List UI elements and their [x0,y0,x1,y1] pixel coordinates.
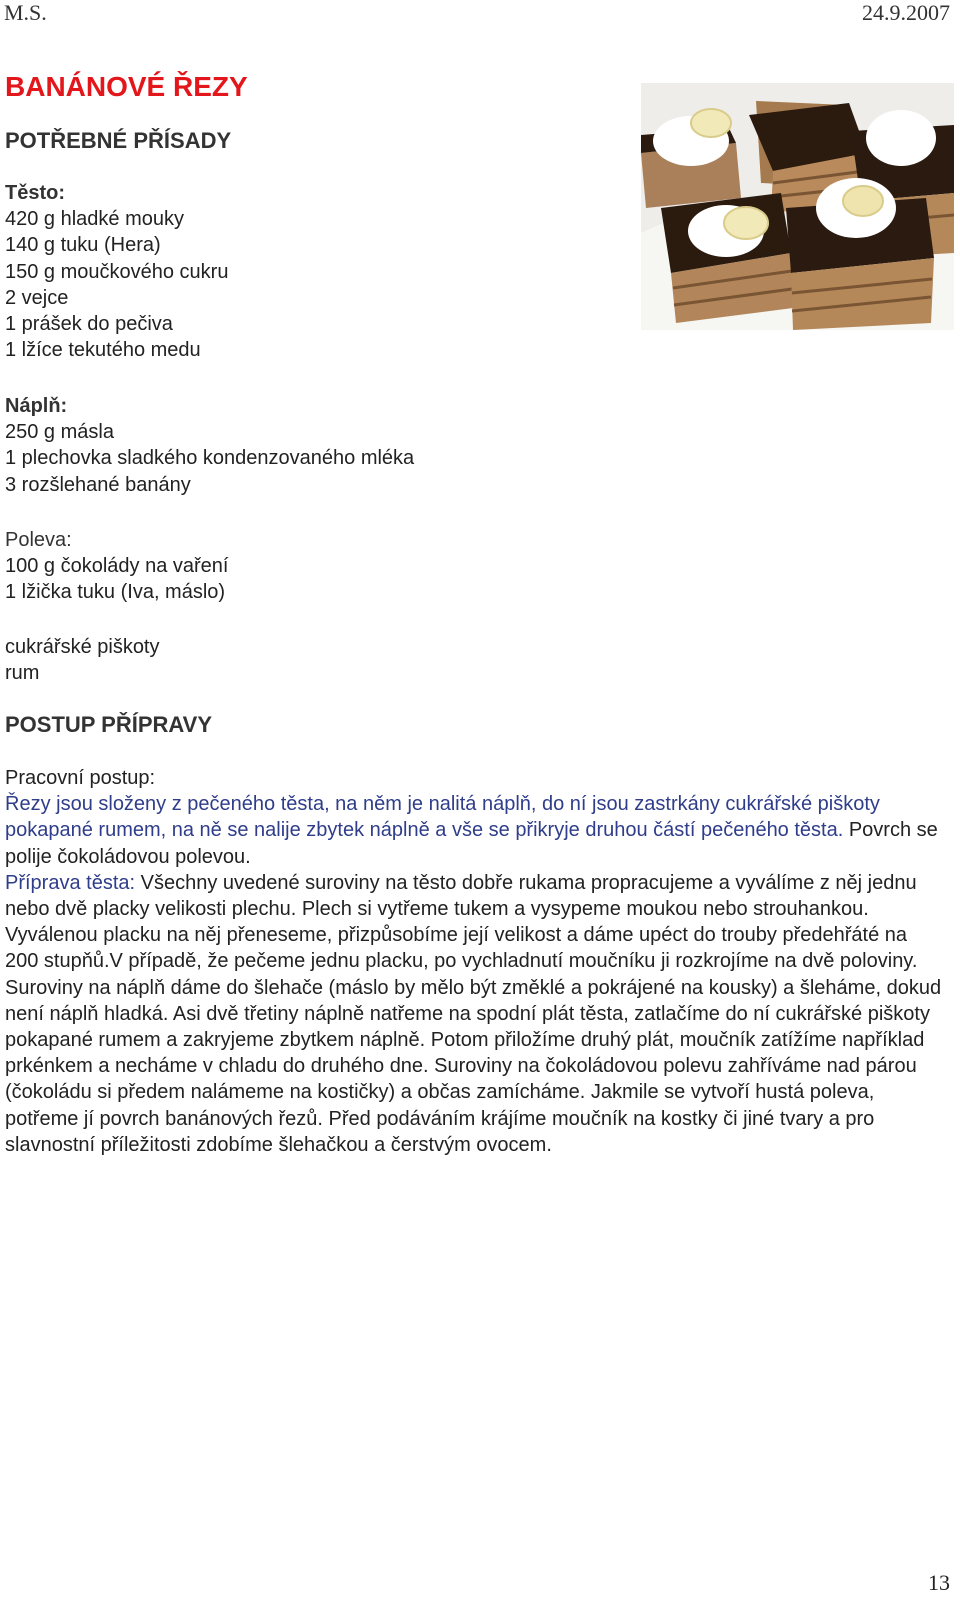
filling-label: Náplň: [5,395,68,417]
header-author: M.S. [4,0,47,25]
list-item: 100 g čokolády na vaření [5,555,229,578]
procedure-sentence: Řezy jsou složeny z pečeného těsta, na něm je nalitá náplň, do ní jsou zastrkány cukrářské piškoty pokapané rumem, na ně se nalije zbytek náplně a vše se přikryje druhou částí pečeného těsta. [5,793,880,842]
list-item: 420 g hladké mouky [5,208,185,231]
recipe-title: BANÁNOVÉ ŘEZY [5,71,248,102]
filling-ingredients [5,393,414,498]
ingredients-heading: POTŘEBNÉ PŘÍSADY [5,128,232,153]
procedure-sentence: Potom přiložíme druhý plát, moučník zatížíme například prkénkem a necháme v chladu do druhého dne. [5,1029,925,1078]
procedure-sentence: Asi dvě třetiny náplně natřeme na spodní plát těsta, zatlačíme do ní cukrářské piškoty pokapané rumem a zakryjeme zbytkem náplně. [5,1002,930,1052]
list-item: 1 lžička tuku (Iva, máslo) [5,581,226,604]
list-item: 3 rozšlehané banány [5,473,191,496]
dough-ingredients [5,180,228,363]
procedure-text [5,765,945,1158]
procedure-heading: POSTUP PŘÍPRAVY [5,712,213,737]
page-number: 13 [928,1570,950,1595]
procedure-sentence: Suroviny na náplň dáme do šlehače (máslo by mělo být změklé a pokrájené na kousky) a šleháme, dokud není náplň hladká. [5,976,942,1025]
header-date: 24.9.2007 [862,0,950,25]
procedure-sentence: V případě, že pečeme jednu placku, po vychladnutí moučníku ji rozkrojíme na dvě poloviny. [109,950,918,973]
procedure-sentence: Suroviny na čokoládovou polevu zahříváme nad párou (čokoládu si předem nalámeme na kostičky) a občas zamícháme. [5,1055,917,1104]
banana-slices-photo [641,83,954,330]
procedure-sentence: Všechny uvedené suroviny na těsto dobře rukama propracujeme a vyválíme z něj jednu nebo dvě placky velikosti plechu. [5,871,917,921]
list-item: 2 vejce [5,286,69,309]
page-header [4,0,950,26]
procedure-sentence: Jakmile se vytvoří hustá poleva, potřeme jí povrch banánových řezů. [5,1081,875,1130]
glaze-label: Poleva: [5,529,72,551]
procedure-label: Pracovní postup: [5,767,156,789]
glaze-ingredients [5,527,229,606]
list-item: 1 plechovka sladkého kondenzovaného mléka [5,447,415,470]
procedure-paragraph-1 [5,791,945,870]
list-item: 150 g moučkového cukru [5,260,229,283]
dough-label: Těsto: [5,182,65,204]
procedure-sentence: Vyválenou placku na něj přeneseme, přizpůsobíme její velikost a dáme upéct do trouby předehřáté na 200 stupňů. [5,924,908,973]
list-item: rum [5,662,40,685]
list-item: 140 g tuku (Hera) [5,234,161,257]
list-item: cukrářské piškoty [5,636,160,658]
extra-ingredients [5,634,160,686]
procedure-paragraph-2 [5,870,945,1158]
list-item: 1 prášek do pečiva [5,313,173,336]
list-item: 250 g másla [5,421,114,444]
list-item: 1 lžíce tekutého medu [5,339,201,362]
procedure-sentence: Plech si vytřeme tukem a vysypeme moukou nebo strouhankou. [296,898,869,921]
procedure-sentence: Povrch se polije čokoládovou polevou. [5,819,938,868]
procedure-sentence: Před podáváním krájíme moučník na kostky či jiné tvary a pro slavnostní příležitosti zdobíme šlehačkou a čerstvým ovocem. [5,1107,875,1156]
dough-prep-label: Příprava těsta: [5,871,141,894]
